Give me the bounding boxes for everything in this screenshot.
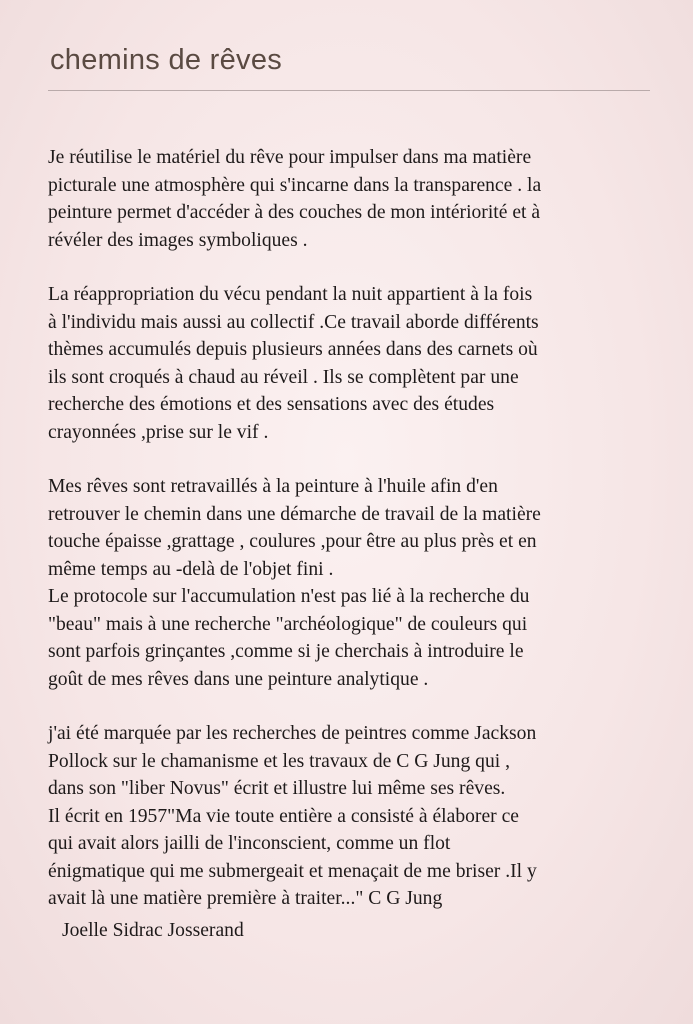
paragraph-4 — [48, 720, 678, 913]
text-line: avait là une matière première à traiter..." C G Jung — [48, 888, 443, 909]
text-line: touche épaisse ,grattage , coulures ,pour être au plus près et en — [48, 531, 537, 552]
paragraph-1 — [48, 144, 678, 254]
text-line: Pollock sur le chamanisme et les travaux de C G Jung qui , — [48, 750, 510, 772]
page-title: chemins de rêves — [50, 44, 283, 76]
text-line: "beau" mais à une recherche "archéologique" de couleurs qui — [48, 613, 528, 635]
body-text — [48, 144, 678, 940]
text-line: peinture permet d'accéder à des couches de mon intériorité et à — [48, 202, 541, 223]
author-signature: Joelle Sidrac Josserand — [62, 920, 244, 941]
text-line: j'ai été marquée par les recherches de peintres comme Jackson — [48, 723, 537, 744]
text-line: sont parfois grinçantes ,comme si je cherchais à introduire le — [48, 641, 524, 662]
text-line: qui avait alors jailli de l'inconscient, comme un flot — [48, 833, 451, 854]
paragraph-2 — [48, 281, 678, 446]
text-line: retrouver le chemin dans une démarche de travail de la matière — [48, 503, 541, 525]
text-line: dans son "liber Novus" écrit et illustre lui même ses rêves. — [48, 778, 506, 799]
text-line: Il écrit en 1957"Ma vie toute entière a consisté à élaborer ce — [48, 805, 519, 827]
text-line: à l'individu mais aussi au collectif .Ce travail aborde différents — [48, 311, 539, 333]
text-line: même temps au -delà de l'objet fini . — [48, 558, 334, 580]
text-line: La réappropriation du vécu pendant la nuit appartient à la fois — [48, 284, 533, 305]
text-line: recherche des émotions et des sensations avec des études — [48, 394, 495, 415]
text-line: Mes rêves sont retravaillés à la peinture à l'huile afin d'en — [48, 476, 498, 497]
text-line: thèmes accumulés depuis plusieurs années dans des carnets où — [48, 339, 538, 360]
text-line: ils sont croqués à chaud au réveil . Ils se complètent par une — [48, 366, 519, 388]
text-line: crayonnées ,prise sur le vif . — [48, 421, 269, 443]
text-line: énigmatique qui me submergeait et menaçait de me briser .Il y — [48, 860, 537, 882]
title-divider — [48, 90, 650, 91]
text-line: Je réutilise le matériel du rêve pour impulser dans ma matière — [48, 147, 532, 168]
text-line: révéler des images symboliques . — [48, 229, 308, 251]
text-line: goût de mes rêves dans une peinture analytique . — [48, 668, 429, 690]
text-line: picturale une atmosphère qui s'incarne dans la transparence . la — [48, 174, 542, 196]
paragraph-3 — [48, 473, 678, 693]
text-line: Le protocole sur l'accumulation n'est pas lié à la recherche du — [48, 586, 530, 607]
